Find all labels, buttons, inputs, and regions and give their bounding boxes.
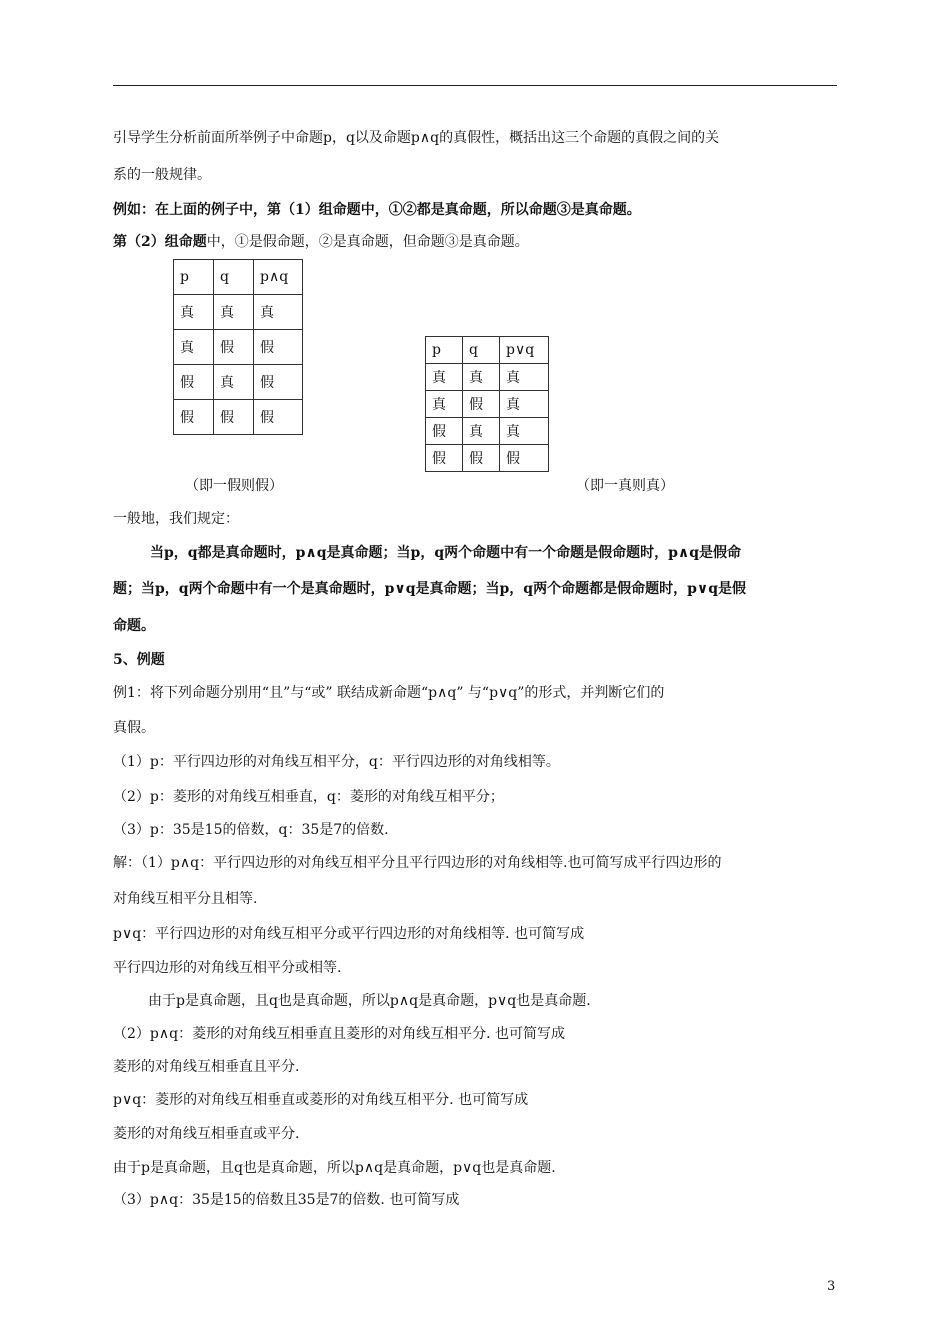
table-cell: 假 [254,400,303,435]
table-row [174,295,303,330]
table-cell: p∨q [500,337,549,364]
example-item: （3）p：35是15的倍数，q：35是7的倍数. [113,822,389,838]
solution-line: （3）p∧q：35是15的倍数且35是7的倍数. 也可简写成 [113,1192,460,1208]
table-cell: 真 [254,295,303,330]
solution-line: 由于p是真命题，且q也是真命题，所以p∧q是真命题，p∨q也是真命题. [113,1160,556,1176]
table-cell: 真 [500,391,549,418]
table-cell: 真 [500,364,549,391]
table-row [174,400,303,435]
table-cell: 假 [463,391,500,418]
solution-line: p∨q：菱形的对角线互相垂直或菱形的对角线互相平分. 也可简写成 [113,1092,529,1108]
example1-line: 真假。 [113,720,155,736]
table-row [426,364,549,391]
rules-line: 命题。 [113,618,155,634]
table-cell: q [214,260,254,295]
truth-table-and [173,259,303,435]
table-row [426,445,549,472]
table-header-row [174,260,303,295]
truth-table-or [425,336,549,472]
solution-line: p∨q：平行四边形的对角线互相平分或平行四边形的对角线相等. 也可简写成 [113,926,585,942]
table-or-caption: （即一真则真） [576,478,674,494]
example1-line: 例1：将下列命题分别用“且”与“或” 联结成新命题“p∧q” 与“p∨q”的形式，并判断它们的 [113,685,665,701]
solution-line: 由于p是真命题，且q也是真命题，所以p∧q是真命题，p∨q也是真命题. [148,993,591,1009]
table-cell: 假 [500,445,549,472]
table-cell: 真 [174,330,214,365]
table-cell: 真 [463,418,500,445]
table-cell: 真 [463,364,500,391]
example2-bold: 第（2）组命题 [113,234,207,250]
table-cell: 假 [426,418,463,445]
example2-rest: 中，①是假命题，②是真命题，但命题③是真命题。 [206,234,529,250]
table-row [174,365,303,400]
solution-line: 对角线互相平分且相等. [113,891,258,907]
table-row [426,391,549,418]
paragraph-line: 引导学生分析前面所举例子中命题p，q以及命题p∧q的真假性，概括出这三个命题的真假之间的关 [113,130,720,146]
header-rule [113,85,837,86]
table-cell: 假 [174,400,214,435]
example-item: （1）p：平行四边形的对角线互相平分，q：平行四边形的对角线相等。 [113,754,560,770]
example-item: （2）p：菱形的对角线互相垂直，q：菱形的对角线互相平分； [113,789,504,805]
page-number: 3 [827,1279,836,1294]
example-line-2 [113,232,529,252]
example-line: 例如：在上面的例子中，第（1）组命题中，①②都是真命题，所以命题③是真命题。 [113,202,641,218]
table-cell: 假 [214,330,254,365]
solution-line: 菱形的对角线互相垂直或平分. [113,1126,300,1142]
rules-intro: 一般地，我们规定： [113,511,239,527]
solution-line: 平行四边形的对角线互相平分或相等. [113,960,342,976]
table-cell: 真 [426,391,463,418]
table-cell: 假 [254,330,303,365]
table-header-row [426,337,549,364]
paragraph-line: 系的一般规律。 [113,167,211,183]
table-row [426,418,549,445]
solution-line: 菱形的对角线互相垂直且平分. [113,1059,300,1075]
table-cell: p∧q [254,260,303,295]
table-cell: 假 [463,445,500,472]
table-cell: 假 [174,365,214,400]
table-cell: 真 [174,295,214,330]
table-cell: 真 [426,364,463,391]
table-cell: 假 [214,400,254,435]
solution-line: 解：（1）p∧q：平行四边形的对角线互相平分且平行四边形的对角线相等.也可简写成平行四边形的 [113,855,722,871]
table-row [174,330,303,365]
table-cell: 假 [254,365,303,400]
rules-line: 题；当p，q两个命题中有一个是真命题时，p∨q是真命题；当p，q两个命题都是假命题时，p∨q是假 [113,581,747,597]
table-cell: 假 [426,445,463,472]
table-cell: p [426,337,463,364]
table-cell: q [463,337,500,364]
table-cell: 真 [214,365,254,400]
table-cell: 真 [214,295,254,330]
rules-line: 当p，q都是真命题时，p∧q是真命题；当p，q两个命题中有一个命题是假命题时，p∧q是假命 [150,545,742,561]
table-and-caption: （即一假则假） [185,478,283,494]
solution-line: （2）p∧q：菱形的对角线互相垂直且菱形的对角线互相平分. 也可简写成 [113,1026,565,1042]
section-heading: 5、例题 [113,652,165,668]
table-cell: 真 [500,418,549,445]
table-cell: p [174,260,214,295]
